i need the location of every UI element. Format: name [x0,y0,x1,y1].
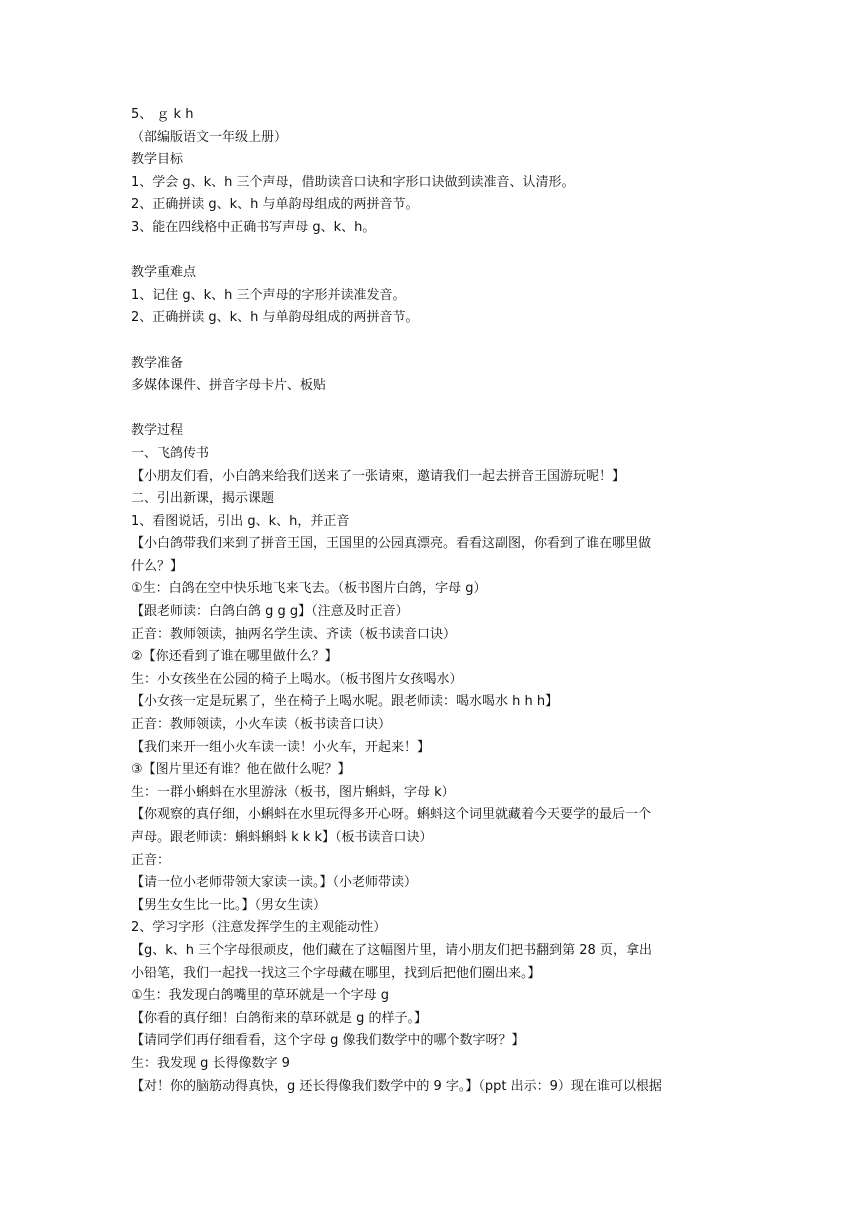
blank-line [131,398,741,421]
text-line: 2、正确拼读 g、k、h 与单韵母组成的两拼音节。 [131,197,419,213]
text-line: 声母。跟老师读：蝌蚪蝌蚪 k k k】（板书读音口诀） [131,830,433,845]
text-line: 多媒体课件、拼音字母卡片、板贴 [131,378,327,394]
text-line: 【请同学们再仔细看看，这个字母 g 像我们数学中的哪个数字呀？】 [131,1033,525,1049]
text-line: 教学准备 [131,355,184,371]
blank-line [131,330,741,353]
text-line: 【你观察的真仔细，小蝌蚪在水里玩得多开心呀。蝌蚪这个词里就藏着今天要学的最后一个 [131,807,652,823]
text-line: 1、看图说话，引出 g、k、h，并正音 [131,513,350,529]
text-line: 二、引出新课，揭示课题 [131,491,275,507]
text-line: ①生：白鸽在空中快乐地飞来飞去。（板书图片白鸽，字母 g） [131,581,487,597]
text-line: 正音：教师领读，抽两名学生读、齐读（板书读音口诀） [131,626,457,642]
text-line: 正音：教师领读，小火车读（板书读音口诀） [131,717,392,733]
blank-line [131,240,741,263]
text-line: 生：一群小蝌蚪在水里游泳（板书，图片蝌蚪，字母 k） [131,784,455,800]
text-line: 【我们来开一组小火车读一读！小火车，开起来！】 [131,739,431,755]
text-line: 【请一位小老师带领大家读一读。】（小老师带读） [131,875,418,891]
text-line: 生：我发现 g 长得像数字 9 [131,1055,290,1071]
text-line: 教学重难点 [131,265,197,281]
text-line: 【跟老师读：白鸽白鸽 g g g】（注意及时正音） [131,604,409,620]
text-line: 什么？】 [131,558,184,574]
text-line: 2、学习字形（注意发挥学生的主观能动性） [131,920,387,936]
text-line: 3、能在四线格中正确书写声母 g、k、h。 [131,219,376,235]
text-line: 1、学会 g、k、h 三个声母，借助读音口诀和字形口诀做到读准音、认清形。 [131,174,575,190]
text-line: （部编版语文一年级上册） [131,129,288,145]
text-line: ③【图片里还有谁？他在做什么呢？】 [131,762,351,778]
text-line: 小铅笔，我们一起找一找这三个字母藏在哪里，找到后把他们圈出来。】 [131,965,541,981]
text-line: 【小朋友们看，小白鸽来给我们送来了一张请柬，邀请我们一起去拼音王国游玩呢！】 [131,468,626,484]
text-line: 【g、k、h 三个字母很顽皮，他们藏在了这幅图片里，请小朋友们把书翻到第 28 页，拿出 [131,942,652,958]
text-line: ②【你还看到了谁在哪里做什么？】 [131,649,338,665]
text-line: 5、 ｇ k h [131,107,194,122]
text-line: 正音： [131,852,171,868]
text-line: 2、正确拼读 g、k、h 与单韵母组成的两拼音节。 [131,310,419,326]
text-line: 生：小女孩坐在公园的椅子上喝水。（板书图片女孩喝水） [131,671,463,687]
text-line: 【男生女生比一比。】（男女生读） [131,897,327,913]
text-line: 一、飞鸽传书 [131,445,210,461]
text-line: 教学目标 [131,152,184,168]
text-line: 【小白鸽带我们来到了拼音王国，王国里的公园真漂亮。看看这副图，你看到了谁在哪里做 [131,536,652,552]
text-line: 【你看的真仔细！白鸽衔来的草环就是 g 的样子。】 [131,1010,428,1026]
text-line: 1、记住 g、k、h 三个声母的字形并读准发音。 [131,287,406,303]
text-line: 【对！你的脑筋动得真快，g 还长得像我们数学中的 9 字。】（ppt 出示：9）现在谁可以根据 [131,1078,662,1094]
document-page [131,104,741,1098]
text-line: 【小女孩一定是玩累了，坐在椅子上喝水呢。跟老师读：喝水喝水 h h h】 [131,694,559,710]
text-line: ①生：我发现白鸽嘴里的草环就是一个字母 g [131,988,390,1004]
text-line: 教学过程 [131,423,184,439]
